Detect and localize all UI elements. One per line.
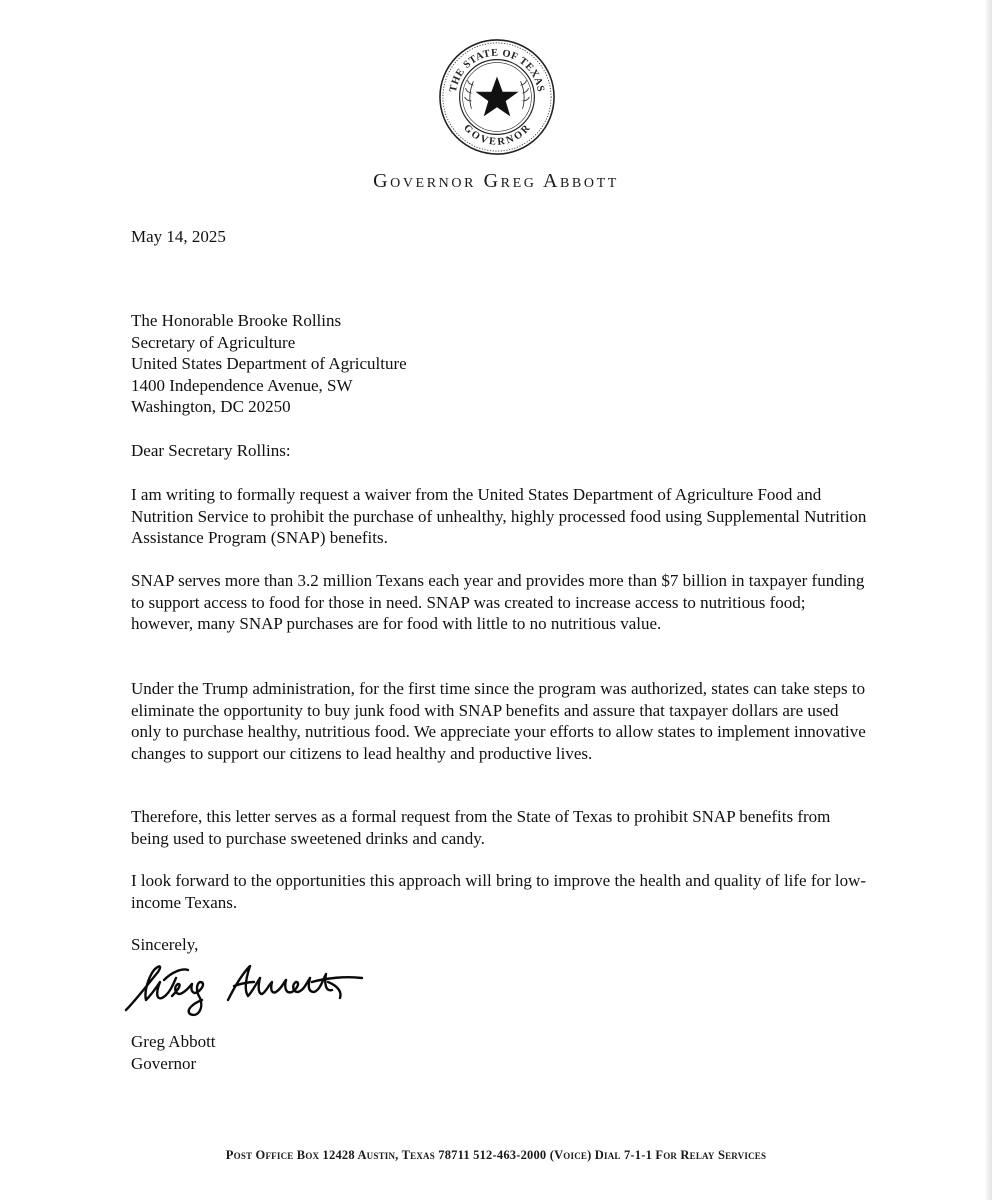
closing: Sincerely, [131, 935, 199, 954]
signer-title: Governor [131, 1053, 197, 1073]
body-paragraph: SNAP serves more than 3.2 million Texans each year and provides more than $7 billion in taxpayer funding to support access to food for those in need. SNAP was created to increase access to nutritious food; however, many SNAP purchases are for food with little to no nutritious value. [131, 571, 865, 634]
recipient-line: Washington, DC 20250 [131, 397, 291, 417]
signer-block [131, 1031, 871, 1074]
body-paragraph: I am writing to formally request a waiver from the United States Department of Agriculture Food and Nutrition Service to prohibit the purchase of unhealthy, highly processed food using Supplemental Nutrition Assistance Program (SNAP) benefits. [131, 485, 867, 548]
footer-address: Post Office Box 12428 Austin, Texas 78711 512-463-2000 (Voice) Dial 7-1-1 For Relay Services [225, 1148, 767, 1162]
recipient-line: United States Department of Agriculture [131, 354, 407, 374]
svg-text:THE STATE OF TEXAS: THE STATE OF TEXAS [447, 47, 547, 94]
letterhead-title: Governor Greg Abbott [373, 170, 619, 192]
recipient-address [131, 310, 871, 418]
recipient-line: 1400 Independence Avenue, SW [131, 375, 353, 395]
signer-name: Greg Abbott [131, 1032, 216, 1051]
recipient-line: The Honorable Brooke Rollins [131, 311, 342, 330]
body-paragraph: I look forward to the opportunities this approach will bring to improve the health and quality of life for low-income Texans. [131, 871, 867, 912]
body-paragraph: Therefore, this letter serves as a formal request from the State of Texas to prohibit SNAP benefits from being used to purchase sweetened drinks and candy. [131, 807, 831, 848]
texas-governor-seal-icon [438, 38, 556, 156]
recipient-line: Secretary of Agriculture [131, 332, 296, 352]
svg-text:GOVERNOR: GOVERNOR [461, 122, 533, 148]
body-paragraph: Under the Trump administration, for the first time since the program was authorized, states can take steps to eliminate the opportunity to buy junk food with SNAP benefits and assure that taxpayer dollars are used only to purchase healthy, nutritious food. We appreciate your efforts to allow states to implement innovative changes to support our citizens to lead healthy and productive lives. [131, 679, 866, 763]
salutation: Dear Secretary Rollins: [131, 441, 291, 460]
letter-date: May 14, 2025 [131, 227, 226, 246]
signature-icon [116, 952, 376, 1032]
